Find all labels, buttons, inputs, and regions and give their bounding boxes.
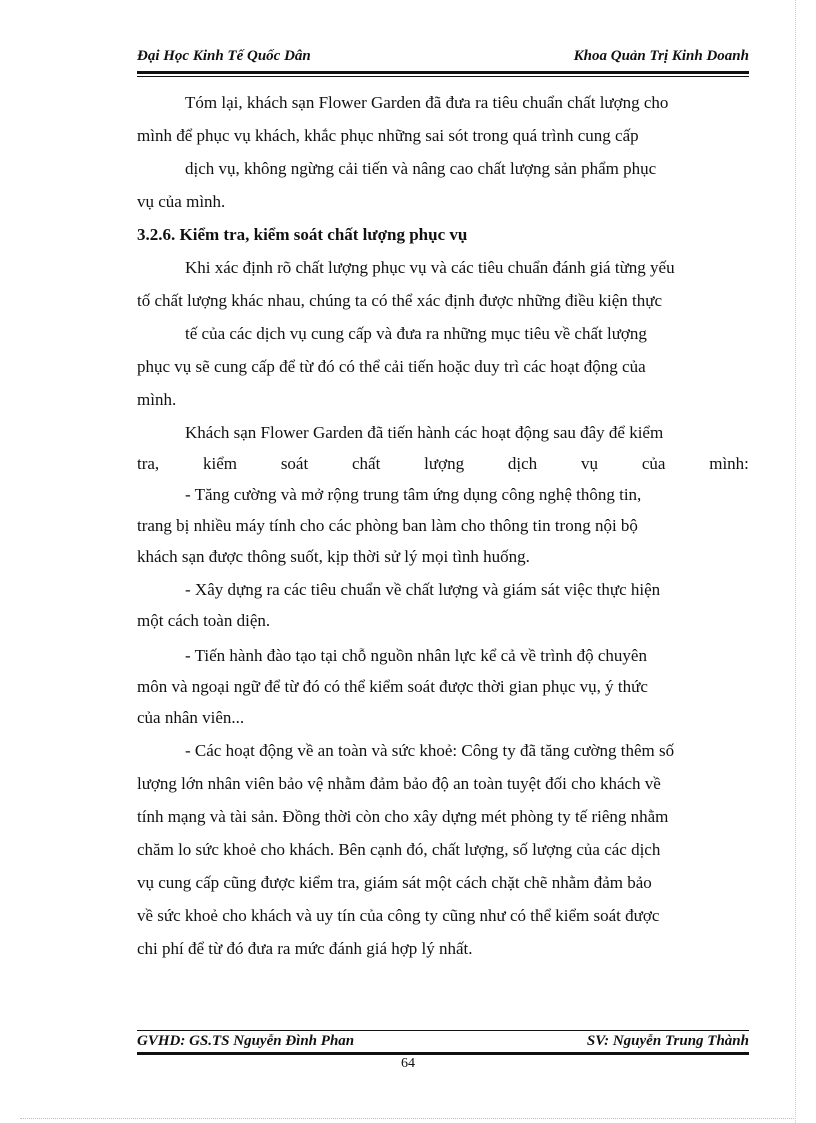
paragraph-line: khách sạn được thông suốt, kịp thời sử lý mọi tình huống. xyxy=(137,547,530,566)
paragraph-line: phục vụ sẽ cung cấp để từ đó có thể cải tiến hoặc duy trì các hoạt động của xyxy=(137,357,646,376)
paragraph-line: vụ của mình. xyxy=(137,192,226,211)
word: soát xyxy=(280,454,309,473)
bullet-line: - Tăng cường và mở rộng trung tâm ứng dụng công nghệ thông tin, xyxy=(185,485,642,504)
paragraph-line: Khi xác định rõ chất lượng phục vụ và các tiêu chuẩn đánh giá từng yếu xyxy=(185,258,675,277)
page-footer xyxy=(137,1033,749,1053)
paragraph-line: dịch vụ, không ngừng cải tiến và nâng cao chất lượng sản phẩm phục xyxy=(185,159,657,178)
page-boundary-right xyxy=(795,0,796,1123)
justified-line xyxy=(137,453,749,475)
paragraph-line: chăm lo sức khoẻ cho khách. Bên cạnh đó, chất lượng, số lượng của các dịch xyxy=(137,840,661,859)
page-number: 64 xyxy=(401,1056,415,1071)
word: dịch xyxy=(507,454,538,473)
section-heading: 3.2.6. Kiểm tra, kiểm soát chất lượng phục vụ xyxy=(137,225,468,244)
word: vụ xyxy=(581,454,598,473)
page-header xyxy=(137,48,749,70)
paragraph-line: của nhân viên... xyxy=(137,708,245,727)
paragraph-line: môn và ngoại ngữ để từ đó có thể kiểm soát được thời gian phục vụ, ý thức xyxy=(137,677,648,696)
word: chất xyxy=(352,454,381,473)
word: lượng xyxy=(424,454,465,473)
paragraph-line: Tóm lại, khách sạn Flower Garden đã đưa ra tiêu chuẩn chất lượng cho xyxy=(185,93,669,112)
header-rule-thick xyxy=(137,71,749,74)
footer-supervisor: GVHD: GS.TS Nguyễn Đình Phan xyxy=(137,1033,355,1049)
word: kiểm xyxy=(203,454,237,473)
header-faculty: Khoa Quản Trị Kinh Doanh xyxy=(573,48,749,64)
paragraph-line: chi phí để từ đó đưa ra mức đánh giá hợp lý nhất. xyxy=(137,939,473,958)
paragraph-line: lượng lớn nhân viên bảo vệ nhằm đảm bảo độ an toàn tuyệt đối cho khách về xyxy=(137,774,661,793)
header-university: Đại Học Kinh Tế Quốc Dân xyxy=(137,48,311,64)
footer-rule-thin xyxy=(137,1030,749,1031)
paragraph-line: mình. xyxy=(137,390,177,409)
paragraph-line: Khách sạn Flower Garden đã tiến hành các hoạt động sau đây để kiểm xyxy=(185,423,664,442)
bullet-line: - Các hoạt động về an toàn và sức khoẻ: Công ty đã tăng cường thêm số xyxy=(185,741,675,760)
paragraph-line: tế của các dịch vụ cung cấp và đưa ra những mục tiêu về chất lượng xyxy=(185,324,647,343)
word: của xyxy=(641,454,666,473)
paragraph-line: trang bị nhiều máy tính cho các phòng ban làm cho thông tin trong nội bộ xyxy=(137,516,638,535)
paragraph-line: về sức khoẻ cho khách và uy tín của công ty cũng như có thể kiểm soát được xyxy=(137,906,660,925)
bullet-line: - Xây dựng ra các tiêu chuẩn về chất lượng và giám sát việc thực hiện xyxy=(185,580,661,599)
bullet-line: - Tiến hành đào tạo tại chỗ nguồn nhân lực kể cả về trình độ chuyên xyxy=(185,646,647,665)
word: mình: xyxy=(709,454,749,473)
header-rule-thin xyxy=(137,76,749,77)
word: tra, xyxy=(137,454,160,473)
footer-student: SV: Nguyễn Trung Thành xyxy=(586,1033,749,1049)
page-boundary-bottom xyxy=(20,1118,796,1119)
footer-rule-thick xyxy=(137,1052,749,1055)
paragraph-line: mình để phục vụ khách, khắc phục những sai sót trong quá trình cung cấp xyxy=(137,126,639,145)
paragraph-line: tố chất lượng khác nhau, chúng ta có thể xác định được những điều kiện thực xyxy=(137,291,663,310)
paragraph-line: vụ cung cấp cũng được kiểm tra, giám sát một cách chặt chẽ nhằm đảm bảo xyxy=(137,873,652,892)
paragraph-line: một cách toàn diện. xyxy=(137,611,271,630)
paragraph-line: tính mạng và tài sản. Đồng thời còn cho xây dựng mét phòng ty tế riêng nhằm xyxy=(137,807,669,826)
